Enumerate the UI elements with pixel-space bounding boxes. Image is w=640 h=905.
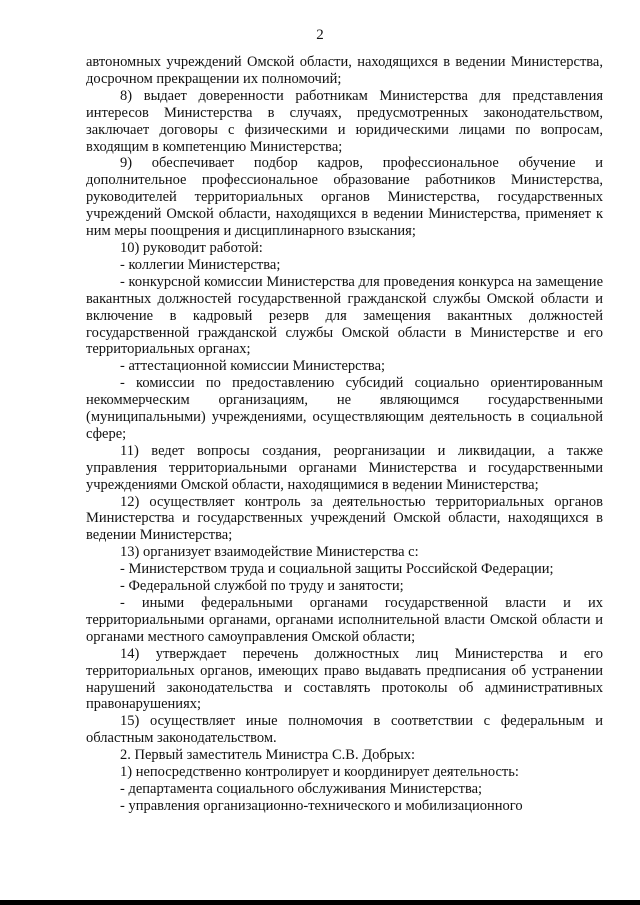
paragraph: - коллегии Министерства; xyxy=(120,256,281,273)
paragraph: 13) организует взаимодействие Министерства с: xyxy=(120,544,419,561)
paragraph: - Федеральной службой по труду и занятости; xyxy=(120,578,404,595)
paragraph: 1) непосредственно контролирует и координирует деятельность: xyxy=(120,764,519,781)
paragraph: - комиссии по предоставлению субсидий социально ориентированным некоммерческим организациям, не являющимся государственными (муниципальными) учреждениями, осуществляющим деятельность в социальной сфере; xyxy=(86,375,603,442)
paragraph: - аттестационной комиссии Министерства; xyxy=(120,358,386,375)
paragraph: 11) ведет вопросы создания, реорганизации и ликвидации, а также управления территориальными органами Министерства и государственными учреждениями Омской области, находящимися в ведении Министерства; xyxy=(86,442,603,493)
paragraph: - иными федеральными органами государственной власти и их территориальными органами, органами исполнительной власти Омской области и органами местного самоуправления Омской области; xyxy=(86,595,603,645)
paragraph: - управления организационно-технического и мобилизационного xyxy=(120,797,523,814)
paragraph: автономных учреждений Омской области, находящихся в ведении Министерства, досрочном прекращении их полномочий; xyxy=(86,54,603,87)
paragraph: 9) обеспечивает подбор кадров, профессиональное обучение и дополнительное профессиональное образование работников Министерства, руководителей территориальных органов Министерства, государственных учреждений Омской области, находящихся в ведении Министерства, применяет к ним меры поощрения и дисциплинарного взыскания; xyxy=(86,155,603,240)
paragraph: 12) осуществляет контроль за деятельностью территориальных органов Министерства и государственных учреждений Омской области, находящихся в ведении Министерства; xyxy=(86,493,603,544)
paragraph: 10) руководит работой: xyxy=(120,239,263,256)
document-body xyxy=(86,54,603,815)
page-number: 2 xyxy=(316,27,324,43)
paragraph: 8) выдает доверенности работникам Министерства для представления интересов Министерства в случаях, предусмотренных законодательством, заключает договоры с физическими и юридическими лицами по вопросам, входящим в компетенцию Министерства; xyxy=(86,87,603,155)
paragraph: - Министерством труда и социальной защиты Российской Федерации; xyxy=(120,561,554,578)
paragraph: 14) утверждает перечень должностных лиц Министерства и его территориальных органов, имеющих право выдавать предписания об устранении нарушений законодательства и составлять протоколы об административных правонарушениях; xyxy=(86,645,603,713)
paragraph: 2. Первый заместитель Министра С.В. Добрых: xyxy=(120,747,415,764)
paragraph: 15) осуществляет иные полномочия в соответствии с федеральным и областным законодательством. xyxy=(86,713,603,747)
paragraph: - конкурсной комиссии Министерства для проведения конкурса на замещение вакантных должностей государственной гражданской службы Омской области и включение в кадровый резерв для замещения вакантных должностей государственной гражданской службы Омской области в Министерстве и его территориальных органах; xyxy=(86,273,603,358)
page-bottom-edge xyxy=(0,900,640,905)
paragraph: - департамента социального обслуживания Министерства; xyxy=(120,780,483,797)
